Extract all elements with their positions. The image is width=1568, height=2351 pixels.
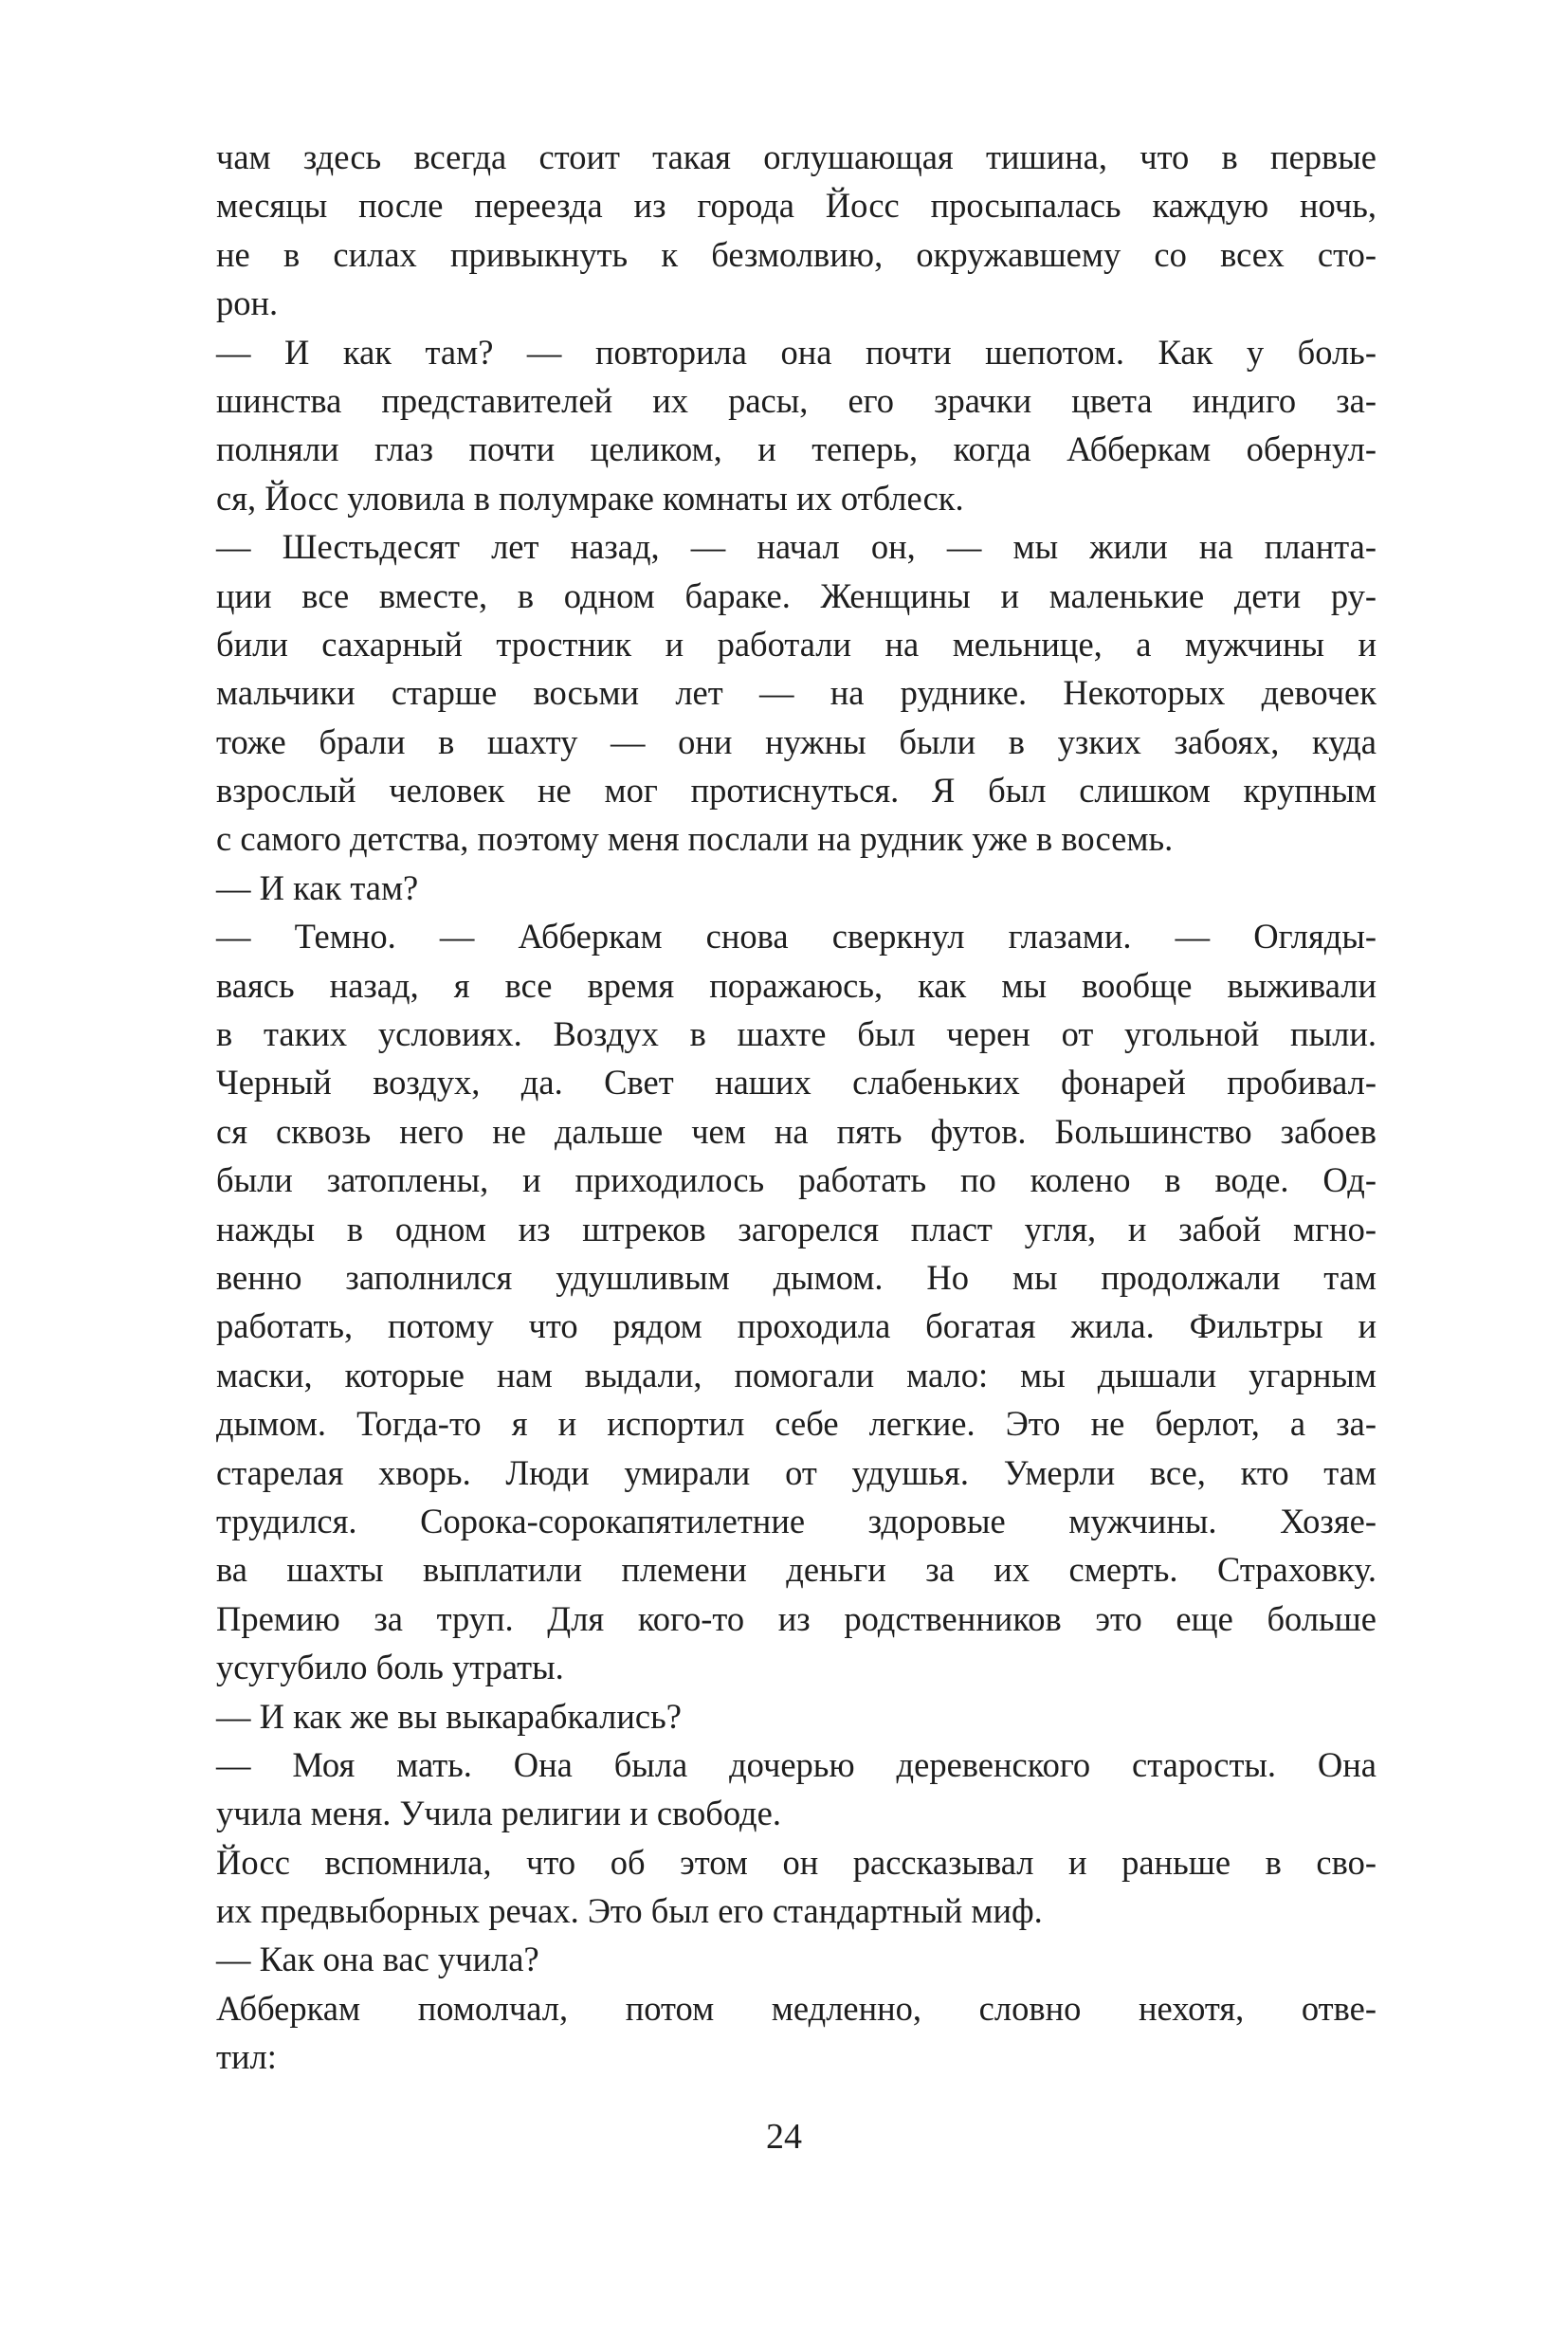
text-line: в таких условиях. Воздух в шахте был черен от угольной пыли. — [216, 1014, 1377, 1054]
text-line: шинства представителей их расы, его зрачки цвета индиго за- — [216, 380, 1377, 420]
text-line: месяцы после переезда из города Йосс просыпалась каждую ночь, — [216, 186, 1377, 226]
text-line: работать, потому что рядом проходила богатая жила. Фильтры и — [216, 1306, 1377, 1346]
paragraph — [216, 1984, 1377, 2082]
paragraph — [216, 864, 1377, 912]
text-line: их предвыборных речах. Это был его стандартный миф. — [216, 1891, 1043, 1931]
text-line: Абберкам помолчал, потом медленно, словно нехотя, отве- — [216, 1988, 1377, 2028]
text-line: старелая хворь. Люди умирали от удушья. Умерли все, кто там — [216, 1452, 1377, 1492]
text-line: чам здесь всегда стоит такая оглушающая тишина, что в первые — [216, 137, 1377, 176]
paragraph — [216, 1838, 1377, 1936]
text-line: мальчики старше восьми лет — на руднике. Некоторых девочек — [216, 673, 1377, 713]
text-line: тоже брали в шахту — они нужны были в узких забоях, куда — [216, 721, 1377, 761]
text-line: маски, которые нам выдали, помогали мало: мы дышали угарным — [216, 1355, 1377, 1394]
text-line: — И как же вы выкарабкались? — [216, 1696, 682, 1736]
paragraph — [216, 1740, 1377, 1838]
text-line: Йосс вспомнила, что об этом он рассказывал и раньше в сво- — [216, 1842, 1377, 1882]
text-line: учила меня. Учила религии и свободе. — [216, 1794, 781, 1833]
text-line: венно заполнился удушливым дымом. Но мы продолжали там — [216, 1257, 1377, 1297]
text-line: не в силах привыкнуть к безмолвию, окружавшему со всех сто- — [216, 234, 1377, 274]
text-line: с самого детства, поэтому меня послали на рудник уже в восемь. — [216, 819, 1174, 859]
text-line: тил: — [216, 2037, 277, 2077]
text-line: Черный воздух, да. Свет наших слабеньких фонарей пробивал- — [216, 1063, 1377, 1103]
text-line: ции все вместе, в одном бараке. Женщины и маленькие дети ру- — [216, 575, 1377, 615]
text-line: трудился. Сорока-сорокапятилетние здоровые мужчины. Хозяе- — [216, 1501, 1377, 1540]
text-line: ва шахты выплатили племени деньги за их смерть. Страховку. — [216, 1550, 1377, 1590]
paragraph — [216, 522, 1377, 864]
text-line: — И как там? — [216, 867, 419, 907]
text-line: нажды в одном из штреков загорелся пласт угля, и забой мгно- — [216, 1209, 1377, 1248]
page-number: 24 — [766, 2117, 802, 2157]
paragraph — [216, 1935, 1377, 1983]
text-line: — Моя мать. Она была дочерью деревенского старосты. Она — [216, 1744, 1377, 1784]
text-line: ваясь назад, я все время поражаюсь, как мы вообще выживали — [216, 965, 1377, 1005]
text-line: — И как там? — повторила она почти шепотом. Как у боль- — [216, 332, 1377, 372]
text-line: ся, Йосс уловила в полумраке комнаты их отблеск. — [216, 478, 964, 518]
text-line: — Шестьдесят лет назад, — начал он, — мы жили на планта- — [216, 527, 1377, 567]
text-line: полняли глаз почти целиком, и теперь, когда Абберкам обернул- — [216, 429, 1377, 469]
paragraph — [216, 912, 1377, 1691]
text-line: усугубило боль утраты. — [216, 1648, 564, 1687]
text-line: — Как она вас учила? — [216, 1940, 539, 1979]
paragraph — [216, 1692, 1377, 1740]
text-line: были затоплены, и приходилось работать по колено в воде. Од- — [216, 1160, 1377, 1200]
text-line: рон. — [216, 283, 279, 323]
text-line: били сахарный тростник и работали на мельнице, а мужчины и — [216, 624, 1377, 664]
text-line: взрослый человек не мог протиснуться. Я был слишком крупным — [216, 771, 1377, 811]
text-line: дымом. Тогда-то я и испортил себе легкие. Это не берлот, а за- — [216, 1404, 1377, 1444]
text-line: — Темно. — Абберкам снова сверкнул глазами. — Огляды- — [216, 917, 1377, 957]
paragraph — [216, 133, 1377, 328]
text-line: Премию за труп. Для кого-то из родственников это еще больше — [216, 1598, 1377, 1638]
text-line: ся сквозь него не дальше чем на пять футов. Большинство забоев — [216, 1111, 1377, 1151]
paragraph — [216, 328, 1377, 523]
page-body-text — [216, 133, 1377, 2082]
